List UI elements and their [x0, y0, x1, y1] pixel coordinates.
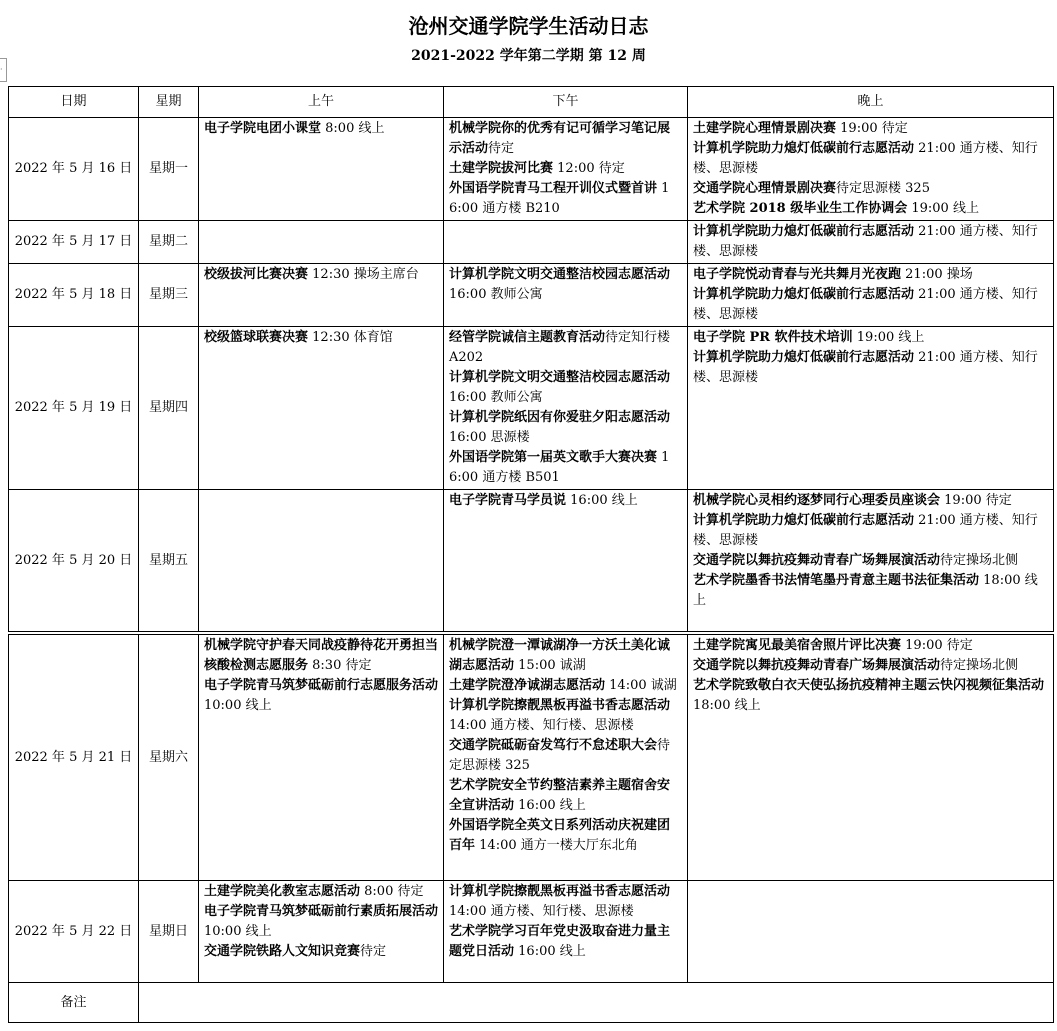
activity-detail: 14:00 通方楼、知行楼、思源楼 — [449, 718, 634, 733]
activity-detail: 19:00 线上 — [852, 330, 925, 345]
activity-detail: 21:00 通方楼、知行楼、思源楼 — [693, 287, 1038, 322]
activity-detail: 16:00 教师公寓 — [449, 390, 543, 405]
activity-item — [449, 696, 682, 736]
afternoon-cell — [444, 327, 688, 490]
activity-item — [204, 942, 438, 962]
activity-name: 电子学院青马筑梦砥砺前行素质拓展活动 — [204, 904, 439, 919]
date-cell: 2022 年 5 月 19 日 — [9, 327, 139, 490]
activity-name: 计算机学院助力熄灯低碳前行志愿活动 — [693, 224, 915, 239]
activity-item — [449, 408, 682, 448]
activity-item — [693, 119, 1048, 139]
activity-detail: 19:00 待定 — [940, 493, 1012, 508]
activity-name: 计算机学院文明交通整洁校园志愿活动 — [449, 370, 671, 385]
activity-name: 交通学院心理情景剧决赛 — [693, 181, 837, 196]
header-row — [9, 87, 1054, 118]
activity-item — [693, 222, 1048, 262]
activity-detail: 16:00 通方楼 B210 — [449, 181, 670, 216]
activity-name: 电子学院电团小课堂 — [204, 121, 322, 136]
activity-name: 交通学院以舞抗疫舞动青春广场舞展演活动 — [693, 658, 941, 673]
header-afternoon: 下午 — [444, 87, 688, 118]
evening-cell — [688, 264, 1054, 327]
activity-detail: 待定思源楼 325 — [449, 738, 671, 773]
activity-name: 机械学院心灵相约逐梦同行心理委员座谈会 — [693, 493, 941, 508]
activity-name: 艺术学院 2018 级毕业生工作协调会 — [693, 201, 908, 216]
header-morning: 上午 — [199, 87, 444, 118]
activity-item — [204, 902, 438, 942]
weekday-cell: 星期四 — [139, 327, 199, 490]
evening-cell — [688, 118, 1054, 221]
activity-name: 艺术学院致敬白衣天使弘扬抗疫精神主题云快闪视频征集活动 — [693, 678, 1045, 693]
activity-detail: 待定 — [360, 944, 387, 959]
remarks-value — [139, 983, 1054, 1023]
activity-detail: 19:00 待定 — [901, 638, 973, 653]
morning-cell — [199, 118, 444, 221]
table-row — [9, 118, 1054, 221]
date-cell: 2022 年 5 月 21 日 — [9, 635, 139, 881]
evening-cell — [688, 490, 1054, 632]
activity-item — [449, 816, 682, 856]
activity-detail: 14:00 通方楼、知行楼、思源楼 — [449, 904, 634, 919]
activity-detail: 14:00 通方一楼大厅东北角 — [475, 838, 638, 853]
morning-cell — [199, 635, 444, 881]
morning-cell — [199, 327, 444, 490]
weekday-cell: 星期二 — [139, 221, 199, 264]
morning-cell — [199, 221, 444, 264]
afternoon-cell — [444, 221, 688, 264]
activity-detail: 19:00 待定 — [836, 121, 908, 136]
activity-item — [449, 636, 682, 676]
activity-detail: 15:00 诚湖 — [514, 658, 586, 673]
activity-item — [449, 922, 682, 962]
date-cell: 2022 年 5 月 20 日 — [9, 490, 139, 632]
header-date: 日期 — [9, 87, 139, 118]
activity-detail: 14:00 诚湖 — [605, 678, 677, 693]
activity-detail: 8:00 线上 — [321, 121, 385, 136]
activity-detail: 19:00 线上 — [907, 201, 979, 216]
activity-detail: 16:00 线上 — [566, 493, 638, 508]
activity-item — [449, 448, 682, 488]
morning-cell — [199, 490, 444, 632]
activity-item — [693, 348, 1048, 388]
activity-name: 外国语学院第一届英文歌手大赛决赛 — [449, 450, 658, 465]
evening-cell — [688, 221, 1054, 264]
morning-cell — [199, 264, 444, 327]
remarks-row — [9, 983, 1054, 1023]
activity-name: 土建学院心理情景剧决赛 — [693, 121, 837, 136]
activity-detail: 12:30 操场主席台 — [308, 267, 419, 282]
activity-item — [449, 882, 682, 922]
activity-name: 交通学院以舞抗疫舞动青春广场舞展演活动 — [693, 553, 941, 568]
activity-name: 艺术学院墨香书法情笔墨丹青意主题书法征集活动 — [693, 573, 980, 588]
activity-detail: 待定操场北侧 — [940, 553, 1019, 568]
activity-name: 电子学院青马筑梦砥砺前行志愿服务活动 — [204, 678, 439, 693]
header-evening: 晚上 — [688, 87, 1054, 118]
activity-detail: 16:00 线上 — [514, 798, 586, 813]
activity-name: 电子学院 PR 软件技术培训 — [693, 330, 853, 345]
activity-name: 交通学院砥砺奋发笃行不怠述职大会 — [449, 738, 658, 753]
date-cell: 2022 年 5 月 22 日 — [9, 881, 139, 983]
table-body-2 — [9, 635, 1054, 983]
page-subtitle: 2021-2022 学年第二学期 第 12 周 — [411, 48, 646, 64]
table-row — [9, 490, 1054, 632]
activity-item — [693, 491, 1048, 511]
table-body-1 — [9, 118, 1054, 632]
activity-detail: 16:00 教师公寓 — [449, 287, 543, 302]
activity-name: 土建学院美化教室志愿活动 — [204, 884, 361, 899]
margin-marker: · — [0, 58, 7, 82]
morning-cell — [199, 881, 444, 983]
activity-name: 机械学院澄一潭诚湖净一方沃土美化诚湖志愿活动 — [449, 638, 671, 673]
activity-name: 土建学院寓见最美宿舍照片评比决赛 — [693, 638, 902, 653]
activity-detail: 21:00 通方楼、知行楼、思源楼 — [693, 224, 1038, 259]
table-row — [9, 635, 1054, 881]
activity-detail: 10:00 线上 — [204, 698, 272, 713]
activity-item — [204, 676, 438, 716]
activity-name: 艺术学院学习百年党史汲取奋进力量主题党日活动 — [449, 924, 671, 959]
activity-name: 计算机学院文明交通整洁校园志愿活动 — [449, 267, 671, 282]
table-row — [9, 264, 1054, 327]
activity-detail: 待定知行楼 A202 — [449, 330, 671, 365]
activity-detail: 待定 — [488, 141, 515, 156]
activity-item — [693, 571, 1048, 611]
activity-detail: 待定操场北侧 — [940, 658, 1019, 673]
table-row — [9, 327, 1054, 490]
activity-item — [449, 368, 682, 408]
activity-item — [204, 328, 438, 348]
activity-name: 土建学院澄净诚湖志愿活动 — [449, 678, 606, 693]
date-cell: 2022 年 5 月 18 日 — [9, 264, 139, 327]
activity-item — [204, 636, 438, 676]
activity-item — [693, 656, 1048, 676]
activity-item — [449, 776, 682, 816]
activity-item — [693, 551, 1048, 571]
activity-item — [449, 328, 682, 368]
activity-item — [693, 676, 1048, 716]
header-weekday: 星期 — [139, 87, 199, 118]
afternoon-cell — [444, 881, 688, 983]
activity-name: 计算机学院纸因有你爱驻夕阳志愿活动 — [449, 410, 671, 425]
activity-name: 计算机学院助力熄灯低碳前行志愿活动 — [693, 350, 915, 365]
activity-detail: 12:00 待定 — [553, 161, 625, 176]
activity-item — [449, 159, 682, 179]
activity-item — [693, 328, 1048, 348]
activity-name: 经管学院诚信主题教育活动 — [449, 330, 606, 345]
activity-name: 电子学院青马学员说 — [449, 493, 567, 508]
activity-name: 校级拔河比赛决赛 — [204, 267, 309, 282]
weekday-cell: 星期六 — [139, 635, 199, 881]
activity-item — [449, 179, 682, 219]
activity-item — [693, 285, 1048, 325]
weekday-cell: 星期日 — [139, 881, 199, 983]
activity-detail: 18:00 线上 — [693, 573, 1038, 608]
activity-detail: 21:00 通方楼、知行楼、思源楼 — [693, 141, 1038, 176]
activity-item — [693, 511, 1048, 551]
afternoon-cell — [444, 264, 688, 327]
activity-name: 校级篮球联赛决赛 — [204, 330, 309, 345]
activity-detail: 16:00 线上 — [514, 944, 586, 959]
activity-item — [204, 265, 438, 285]
activity-item — [449, 265, 682, 305]
activity-name: 电子学院悦动青春与光共舞月光夜跑 — [693, 267, 902, 282]
activity-name: 计算机学院擦靓黑板再溢书香志愿活动 — [449, 884, 671, 899]
activity-item — [693, 179, 1048, 199]
activity-detail: 16:00 通方楼 B501 — [449, 450, 670, 485]
activity-name: 计算机学院助力熄灯低碳前行志愿活动 — [693, 287, 915, 302]
activity-item — [204, 119, 438, 139]
evening-cell — [688, 327, 1054, 490]
weekday-cell: 星期一 — [139, 118, 199, 221]
activity-name: 外国语学院青马工程开训仪式暨首讲 — [449, 181, 658, 196]
evening-cell — [688, 881, 1054, 983]
activity-item — [204, 882, 438, 902]
activity-detail: 8:00 待定 — [360, 884, 424, 899]
afternoon-cell — [444, 490, 688, 632]
activity-item — [449, 736, 682, 776]
activity-item — [693, 199, 1048, 219]
activity-detail: 21:00 操场 — [901, 267, 973, 282]
afternoon-cell — [444, 635, 688, 881]
weekday-cell: 星期五 — [139, 490, 199, 632]
evening-cell — [688, 635, 1054, 881]
activity-name: 艺术学院安全节约整洁素养主题宿舍安全宣讲活动 — [449, 778, 671, 813]
activity-item — [693, 265, 1048, 285]
activity-detail: 待定思源楼 325 — [836, 181, 930, 196]
activity-table-part1 — [8, 86, 1054, 632]
activity-detail: 8:30 待定 — [308, 658, 372, 673]
activity-item — [693, 636, 1048, 656]
activity-name: 计算机学院擦靓黑板再溢书香志愿活动 — [449, 698, 671, 713]
activity-name: 外国语学院全英文日系列活动庆祝建团百年 — [449, 818, 671, 853]
activity-table-part2 — [8, 634, 1054, 1023]
activity-name: 交通学院铁路人文知识竞赛 — [204, 944, 361, 959]
date-cell: 2022 年 5 月 16 日 — [9, 118, 139, 221]
table-row — [9, 881, 1054, 983]
activity-detail: 21:00 通方楼、知行楼、思源楼 — [693, 513, 1038, 548]
page-title: 沧州交通学院学生活动日志 — [408, 14, 649, 38]
activity-name: 计算机学院助力熄灯低碳前行志愿活动 — [693, 141, 915, 156]
afternoon-cell — [444, 118, 688, 221]
activity-detail: 18:00 线上 — [693, 698, 761, 713]
activity-detail: 10:00 线上 — [204, 924, 272, 939]
activity-detail: 16:00 思源楼 — [449, 430, 530, 445]
activity-name: 机械学院守护春天同战疫静待花开勇担当核酸检测志愿服务 — [204, 638, 439, 673]
activity-name: 土建学院拔河比赛 — [449, 161, 554, 176]
weekday-cell: 星期三 — [139, 264, 199, 327]
remarks-label: 备注 — [9, 983, 139, 1023]
activity-item — [449, 676, 682, 696]
activity-name: 机械学院你的优秀有记可循学习笔记展示活动 — [449, 121, 671, 156]
activity-detail: 21:00 通方楼、知行楼、思源楼 — [693, 350, 1038, 385]
activity-name: 计算机学院助力熄灯低碳前行志愿活动 — [693, 513, 915, 528]
table-row — [9, 221, 1054, 264]
activity-item — [449, 119, 682, 159]
date-cell: 2022 年 5 月 17 日 — [9, 221, 139, 264]
activity-item — [449, 491, 682, 511]
activity-detail: 12:30 体育馆 — [308, 330, 393, 345]
activity-item — [693, 139, 1048, 179]
